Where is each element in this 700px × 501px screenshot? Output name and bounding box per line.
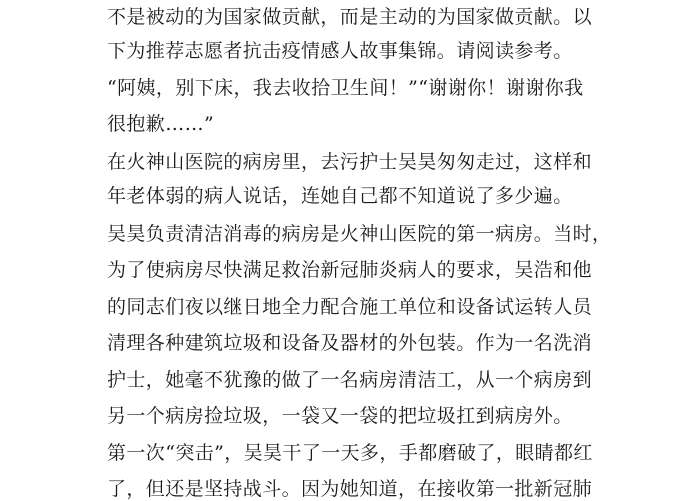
paragraph-line: 吴昊负责清洁消毒的病房是火神山医院的第一病房。当时， [107,223,612,245]
paragraph-line: 清理各种建筑垃圾和设备及器材的外包装。作为一名洗消 [107,332,593,354]
paragraph-line: 为了使病房尽快满足救治新冠肺炎病人的要求，吴浩和他 [107,259,593,281]
paragraph-line: “阿姨，别下床，我去收拾卫生间！”“谢谢你！谢谢你我 [107,77,584,99]
paragraph-line: 年老体弱的病人说话，连她自己都不知道说了多少遍。 [107,185,573,207]
paragraph-line: 的同志们夜以继日地全力配合施工单位和设备试运转人员 [107,296,593,318]
paragraph-line: 护士，她毫不犹豫的做了一名病房清洁工，从一个病房到 [107,369,593,391]
paragraph-line: 很抱歉……” [107,113,215,135]
paragraph-line: 下为推荐志愿者抗击疫情感人故事集锦。请阅读参考。 [107,40,573,62]
paragraph-line: 第一次“突击”，吴昊干了一天多，手都磨破了，眼睛都红 [107,442,593,464]
paragraph-line: 在火神山医院的病房里，去污护士吴昊匆匆走过，这样和 [107,151,593,173]
paragraph-line: 不是被动的为国家做贡献，而是主动的为国家做贡献。以 [107,6,593,28]
paragraph-line: 了，但还是坚持战斗。因为她知道，在接收第一批新冠肺 [107,478,593,500]
paragraph-line: 另一个病房捡垃圾，一袋又一袋的把垃圾扛到病房外。 [107,405,573,427]
